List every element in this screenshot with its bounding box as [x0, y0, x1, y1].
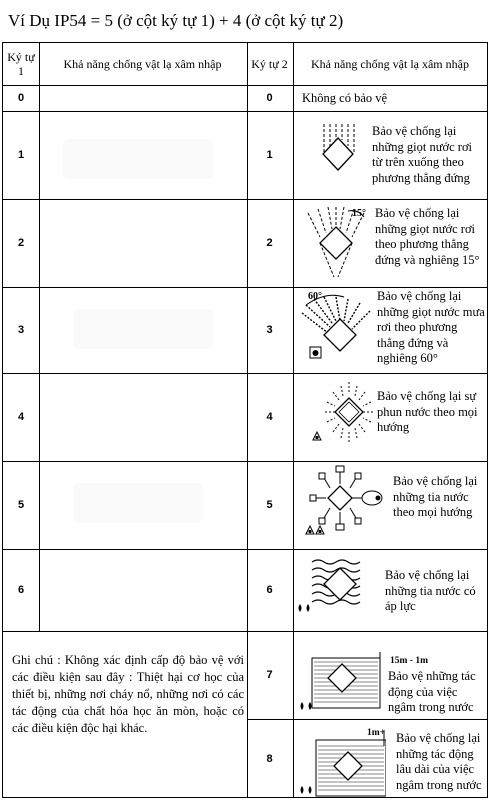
digit2-cell: 4: [266, 411, 273, 423]
digit1-cell: 4: [17, 411, 25, 423]
protection-description: Bảo vệ chống lại những tia nước có áp lực: [385, 568, 476, 613]
digit1-cell: 5: [17, 499, 25, 511]
header-protection-1: Khả năng chống vật lạ xâm nhập: [63, 57, 222, 71]
digit2-cell: 8: [266, 752, 273, 765]
water-jets-icon: [302, 464, 390, 536]
header-protection-2: Khả năng chống vật lạ xâm nhập: [311, 57, 469, 71]
protection-description: Bảo vệ chống lại những giọt nước rơi từ trên xuống theo phương thẳng đứng: [372, 124, 473, 185]
depth-label: 1m+: [367, 728, 386, 738]
protection-description: Bảo vệ chống lại những giọt nước mưa rơi theo phương thẳng đứng và nghiêng 60°: [377, 289, 485, 365]
digit1-cell: 0: [17, 92, 25, 104]
temporary-immersion-icon: [296, 648, 386, 712]
vertical-drip-icon: [318, 122, 358, 182]
protection-description: Không có bảo vệ: [302, 91, 388, 105]
protection-description: Bảo vệ những tác động của việc ngâm trong nước: [388, 669, 476, 714]
digit2-cell: 5: [266, 499, 273, 511]
digit1-cell: 3: [17, 324, 25, 336]
digit2-cell: 6: [266, 584, 273, 596]
digit1-cell: 6: [17, 584, 25, 596]
digit2-cell: 0: [266, 92, 273, 104]
protection-description: Bảo vệ chống lại sự phun nước theo mọi hướng: [377, 389, 478, 434]
digit2-cell: 2: [266, 237, 273, 249]
depth-label: 15m - 1m: [390, 656, 428, 666]
page-title: Ví Dụ IP54 = 5 (ở cột ký tự 1) + 4 (ở cột ký tự 2): [8, 11, 344, 30]
digit1-cell: 2: [17, 237, 25, 249]
digit1-cell: 1: [17, 149, 25, 161]
powerful-jets-icon: [294, 556, 376, 614]
header-digit-2: Ký tự 2: [251, 57, 288, 71]
protection-description: Bảo vệ chống lại những tác động lâu dài của việc ngâm trong nước: [396, 731, 482, 792]
footnote: Ghi chú : Không xác định cấp độ bảo vệ với các điều kiện sau đây : Thiệt hại cơ học của thiết bị, những nơi cháy nổ, những nơi có các tác động của chất hóa học ăn mòn, hoặc có các điều kiện độc hại khác.: [12, 653, 244, 735]
protection-description: Bảo vệ chống lại những tia nước theo mọi hướng: [393, 474, 478, 519]
angle-label: 15°: [352, 208, 366, 219]
protection-description: Bảo vệ chống lại những giọt nước rơi theo phương thẳng đứng và nghiêng 15°: [375, 206, 480, 267]
header-digit-1: Ký tự 1: [7, 50, 35, 78]
digit2-cell: 3: [266, 324, 273, 336]
angle-label: 60°: [308, 291, 322, 302]
digit2-cell: 1: [266, 149, 273, 161]
digit2-cell: 7: [266, 669, 273, 681]
spray-all-directions-icon: [305, 378, 375, 446]
